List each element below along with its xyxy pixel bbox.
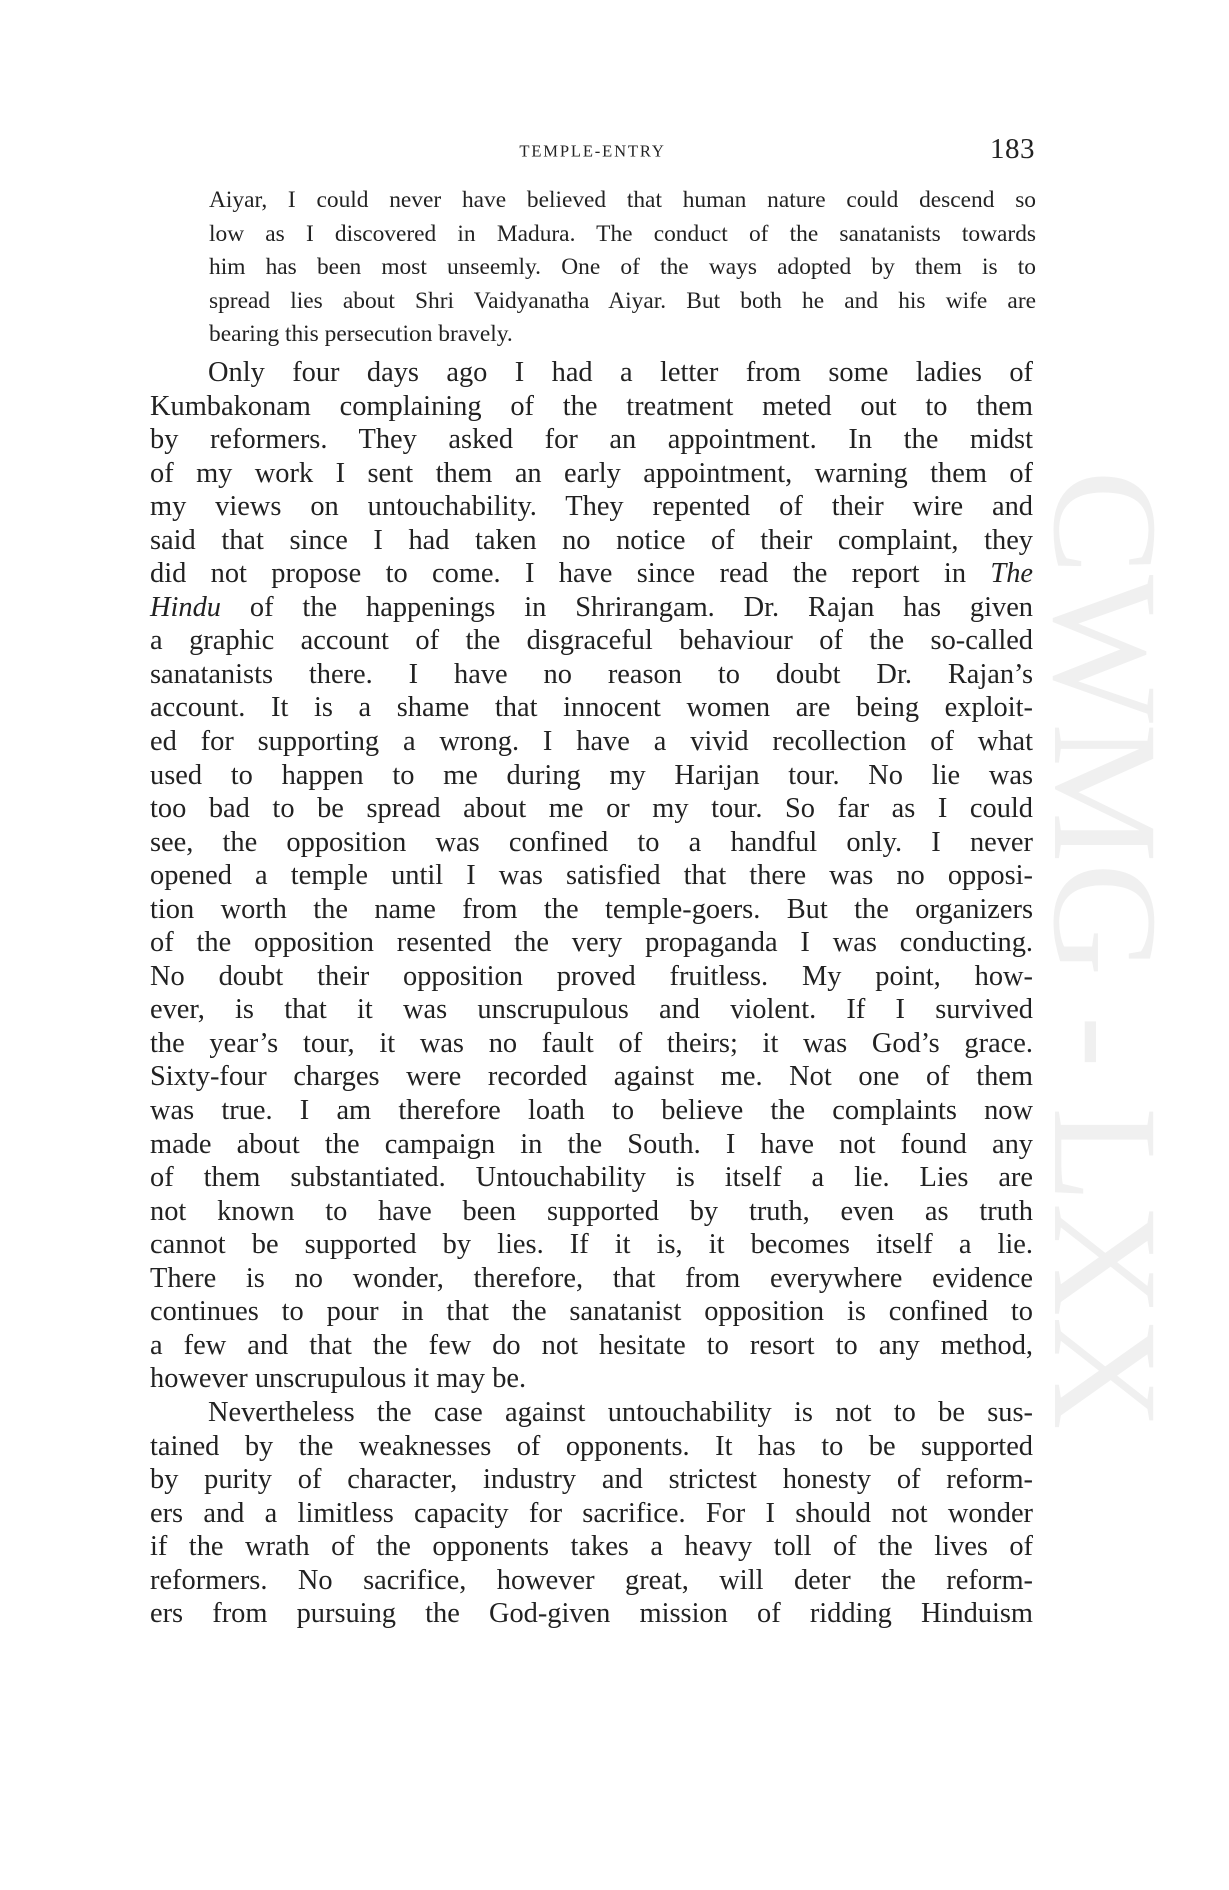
- watermark: [1010, 470, 1210, 1430]
- text-line: said that since I had taken no notice of their complaint, they: [150, 524, 1033, 556]
- text-line: Kumbakonam complaining of the treatment meted out to them: [150, 390, 1033, 422]
- text-segment: did not propose to come. I have since read the report in: [150, 558, 967, 590]
- text-line: tained by the weaknesses of opponents. It has to be supported: [150, 1430, 1033, 1462]
- quote-line: bearing this persecution bravely.: [209, 321, 513, 348]
- text-line: ed for supporting a wrong. I have a vivid recollection of what: [150, 726, 1033, 758]
- text-line: of the opposition resented the very propaganda I was conducting.: [150, 927, 1033, 959]
- chapter-title: TEMPLE-ENTRY: [519, 141, 666, 161]
- watermark-text: CWMG - LXX: [1022, 470, 1188, 1387]
- text-line: see, the opposition was confined to a handful only. I never: [150, 826, 1033, 858]
- text-line: tion worth the name from the temple-goers. But the organizers: [150, 893, 1033, 925]
- text-line: sanatanists there. I have no reason to doubt Dr. Rajan’s: [150, 658, 1033, 690]
- text-line-with-italic: [150, 557, 1033, 591]
- text-line: if the wrath of the opponents takes a heavy toll of the lives of: [150, 1531, 1033, 1563]
- text-line: a few and that the few do not hesitate to resort to any method,: [150, 1329, 1033, 1361]
- text-line: opened a temple until I was satisfied that there was no opposi-: [150, 860, 1033, 892]
- page-number: 183: [990, 133, 1035, 165]
- text-line: Only four days ago I had a letter from some ladies of: [208, 357, 1033, 388]
- text-line: made about the campaign in the South. I have not found any: [150, 1128, 1033, 1160]
- quote-line: spread lies about Shri Vaidyanatha Aiyar. But both he and his wife are: [209, 287, 1036, 314]
- text-line: of them substantiated. Untouchability is itself a lie. Lies are: [150, 1162, 1033, 1194]
- text-line: by purity of character, industry and strictest honesty of reform-: [150, 1464, 1033, 1496]
- running-title: [150, 141, 1035, 162]
- italic-title-the: The: [990, 558, 1033, 590]
- text-line: account. It is a shame that innocent women are being exploit-: [150, 692, 1033, 724]
- text-line: ers and a limitless capacity for sacrifice. For I should not wonder: [150, 1497, 1033, 1529]
- text-line: There is no wonder, therefore, that from everywhere evidence: [150, 1262, 1033, 1294]
- quote-line: Aiyar, I could never have believed that human nature could descend so: [209, 187, 1036, 213]
- text-line: a graphic account of the disgraceful behaviour of the so-called: [150, 625, 1033, 657]
- text-line: used to happen to me during my Harijan tour. No lie was: [150, 759, 1033, 791]
- quote-line: him has been most unseemly. One of the ways adopted by them is to: [209, 254, 1036, 281]
- text-line: too bad to be spread about me or my tour. So far as I could: [150, 793, 1033, 825]
- text-line: by reformers. They asked for an appointment. In the midst: [150, 424, 1033, 456]
- running-head: [150, 133, 1035, 173]
- paragraph-2: [150, 1396, 1033, 1631]
- text-segment: of the happenings in Shrirangam. Dr. Rajan has given: [220, 591, 1033, 623]
- text-line: No doubt their opposition proved fruitless. My point, how-: [150, 960, 1033, 992]
- text-line: reformers. No sacrifice, however great, will deter the reform-: [150, 1564, 1033, 1596]
- text-line: cannot be supported by lies. If it is, it becomes itself a lie.: [150, 1229, 1033, 1261]
- text-line: not known to have been supported by truth, even as truth: [150, 1195, 1033, 1227]
- quote-line: low as I discovered in Madura. The conduct of the sanatanists towards: [209, 220, 1036, 247]
- italic-title-hindu: Hindu: [150, 591, 221, 623]
- text-line: Nevertheless the case against untouchability is not to be sus-: [208, 1397, 1033, 1428]
- text-line: the year’s tour, it was no fault of theirs; it was God’s grace.: [150, 1027, 1033, 1059]
- text-line: my views on untouchability. They repented of their wire and: [150, 491, 1033, 523]
- text-line: ers from pursuing the God-given mission of ridding Hinduism: [150, 1598, 1033, 1630]
- text-line: however unscrupulous it may be.: [150, 1363, 527, 1395]
- indented-quote: [209, 184, 1036, 352]
- text-line-with-italic: [150, 591, 1033, 625]
- text-line: continues to pour in that the sanatanist opposition is confined to: [150, 1296, 1033, 1328]
- text-line: of my work I sent them an early appointment, warning them of: [150, 457, 1033, 489]
- paragraph-1: [150, 356, 1033, 1396]
- text-line: was true. I am therefore loath to believe the complaints now: [150, 1095, 1033, 1127]
- text-line: Sixty-four charges were recorded against me. Not one of them: [150, 1061, 1033, 1093]
- text-line: ever, is that it was unscrupulous and violent. If I survived: [150, 994, 1033, 1026]
- watermark-graphic: [1010, 470, 1210, 1430]
